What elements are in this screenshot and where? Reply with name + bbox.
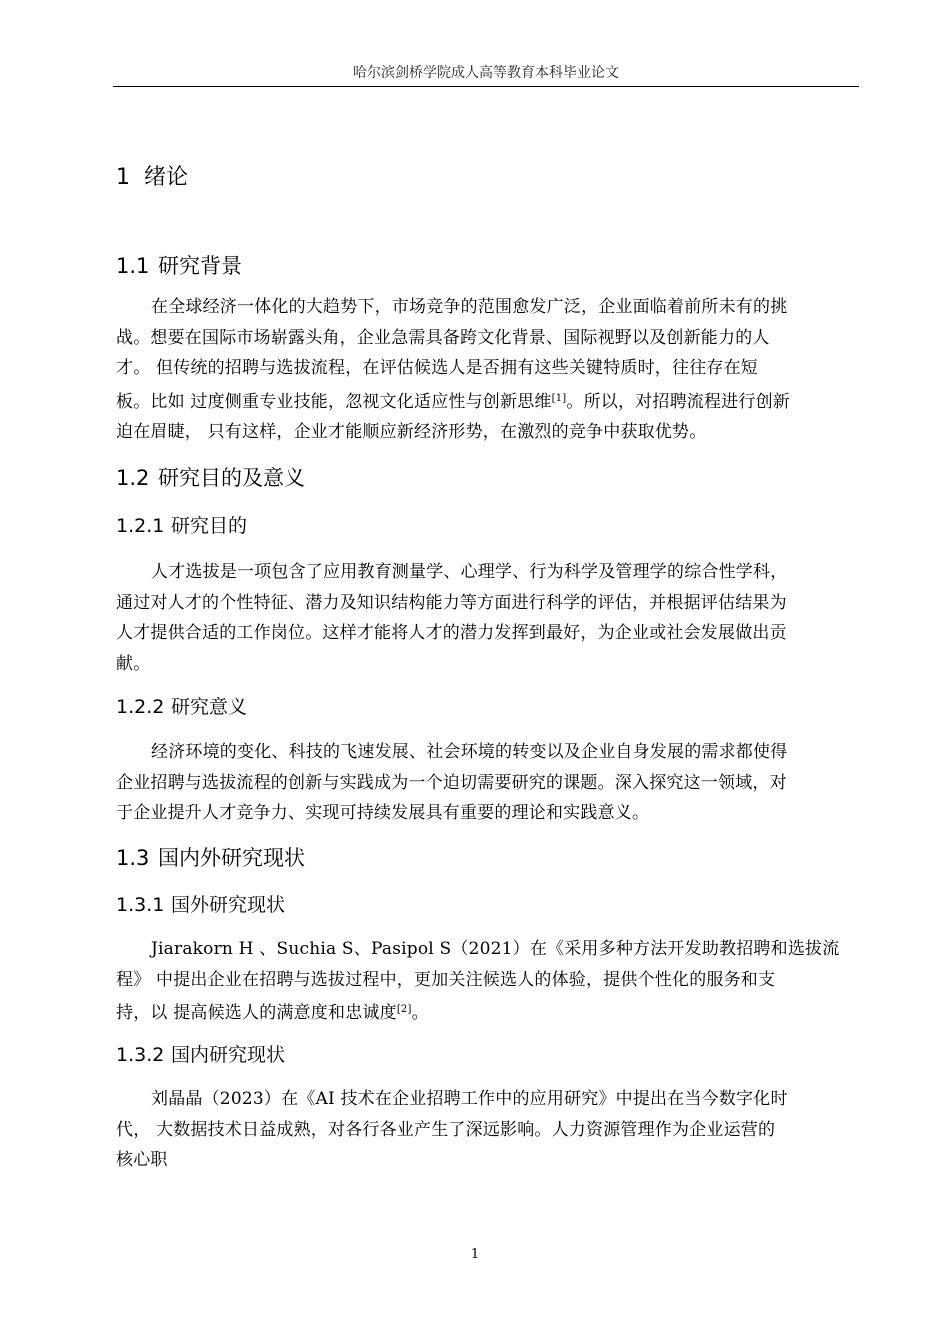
text-line	[116, 384, 868, 418]
text-line: 企业招聘与选拔流程的创新与实践成为一个迫切需要研究的课题。深入探究这一领域，对	[116, 772, 787, 793]
section-title: 国内研究现状	[171, 1044, 286, 1066]
section-number: 1.2.1	[116, 515, 165, 537]
section-number: 1.2	[116, 466, 150, 490]
text-span: 。	[411, 1003, 429, 1023]
text-line: 人才选拔是一项包含了应用教育测量学、心理学、行为科学及管理学的综合性学科，	[151, 562, 788, 582]
section-title: 研究目的	[171, 515, 248, 537]
section-number: 1.3.2	[116, 1044, 165, 1066]
text-line: 迫在眉睫， 只有这样，企业才能顺应新经济形势，在激烈的竞争中获取优势。	[116, 422, 707, 442]
section-title: 国外研究现状	[171, 894, 286, 916]
text-line: 程》 中提出企业在招聘与选拔过程中，更加关注候选人的体验，提供个性化的服务和支	[116, 969, 776, 990]
chapter-heading	[116, 164, 188, 192]
text-line: 人才提供合适的工作岗位。这样才能将人才的潜力发挥到最好，为企业或社会发展做出贡	[116, 623, 787, 643]
citation-ref: [2]	[396, 1004, 412, 1015]
section-heading-1-1	[116, 252, 242, 280]
paragraph-background	[116, 292, 868, 448]
section-title: 研究意义	[171, 696, 248, 718]
section-title: 国内外研究现状	[158, 846, 305, 870]
text-line: 刘晶晶（2023）在《AI 技术在企业招聘工作中的应用研究》中提出在当今数字化时	[151, 1089, 788, 1109]
paragraph-significance	[116, 737, 868, 829]
section-number: 1.2.2	[116, 696, 165, 718]
subsection-heading-1-3-2	[116, 1042, 285, 1068]
section-title: 研究背景	[158, 254, 242, 278]
paragraph-domestic-research	[116, 1084, 868, 1176]
chapter-number: 1	[116, 165, 130, 190]
text-line: 代， 大数据技术日益成熟，对各行各业产生了深远影响。人力资源管理作为企业运营的	[116, 1119, 776, 1140]
text-line: 核心职	[116, 1150, 168, 1170]
text-span: 持，以 提高候选人的满意度和忠诚度	[116, 1003, 397, 1023]
text-line: 于企业提升人才竞争力、实现可持续发展具有重要的理论和实践意义。	[116, 803, 650, 823]
paragraph-foreign-research	[116, 934, 868, 1029]
section-number: 1.3	[116, 846, 150, 870]
chapter-title: 绪论	[144, 165, 189, 190]
text-line: Jiarakorn H 、Suchia S、Pasipol S（2021）在《采用多种方法开发助教招聘和选拔流	[151, 939, 840, 959]
section-heading-1-3	[116, 844, 305, 872]
subsection-heading-1-3-1	[116, 892, 285, 918]
text-line: 经济环境的变化、科技的飞速发展、社会环境的转变以及企业自身发展的需求都使得	[151, 742, 788, 762]
text-line: 通过对人才的个性特征、潜力及知识结构能力等方面进行科学的评估，并根据评估结果为	[116, 592, 787, 613]
page-number: 1	[470, 1247, 480, 1262]
citation-ref: [1]	[551, 392, 567, 404]
text-line: 在全球经济一体化的大趋势下，市场竞争的范围愈发广泛，企业面临着前所未有的挑	[151, 297, 788, 317]
text-line: 才。 但传统的招聘与选拔流程，在评估候选人是否拥有这些关键特质时，往往存在短	[116, 358, 759, 378]
paragraph-purpose	[116, 557, 868, 679]
running-header: 哈尔滨剑桥学院成人高等教育本科毕业论文	[353, 65, 619, 81]
section-title: 研究目的及意义	[158, 466, 305, 490]
subsection-heading-1-2-1	[116, 513, 247, 539]
text-span: 板。比如 过度侧重专业技能，忽视文化适应性与创新思维	[116, 391, 552, 412]
subsection-heading-1-2-2	[116, 694, 247, 720]
header-rule	[113, 86, 859, 87]
text-span: 。所以，对招聘流程进行创新	[566, 391, 790, 412]
text-line: 献。	[116, 653, 151, 674]
section-number: 1.1	[116, 254, 150, 278]
section-number: 1.3.1	[116, 894, 165, 916]
section-heading-1-2	[116, 464, 305, 492]
text-line: 战。想要在国际市场崭露头角，企业急需具备跨文化背景、国际视野以及创新能力的人	[116, 327, 770, 348]
text-line	[116, 995, 868, 1029]
